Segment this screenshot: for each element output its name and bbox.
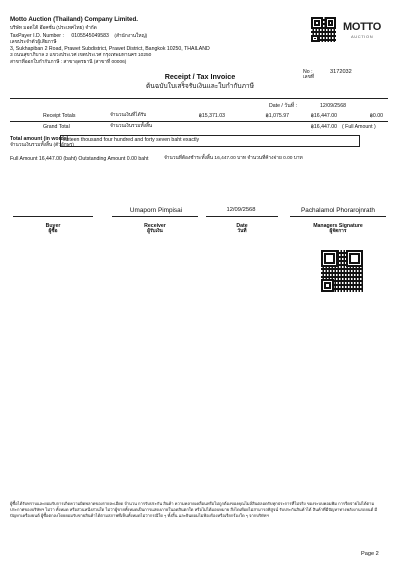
manager-label-th: ผู้จัดการ	[329, 229, 347, 234]
receipt-totals-label-th: จำนวนเงินที่ได้รับ	[110, 113, 147, 118]
title-divider	[10, 98, 388, 99]
buyer-label-th: ผู้ซื้อ	[48, 229, 58, 234]
manager-sign-line	[290, 216, 386, 217]
doc-number: 3172032	[330, 69, 352, 75]
sign-date-label-th: วันที่	[237, 229, 247, 234]
receiver-label: Receiver	[144, 223, 166, 229]
payment-qr-code	[321, 250, 363, 292]
taxpayer-id: 0105545049583	[71, 33, 109, 39]
receiver-value: Umaporn Pimpisai	[129, 207, 183, 214]
receiver-sign-line	[112, 216, 198, 217]
grand-total-note: ( Full Amount )	[342, 124, 376, 130]
receiver-label-th: ผู้รับเงิน	[147, 229, 163, 234]
words-label-th: จำนวนเงินรวมทั้งสิ้น (ตัวอักษร)	[10, 143, 75, 148]
footer-notice: ผู้ซื้อได้รับทราบและยอมรับการเกิดความผิดพลาดของรายละเอียด จำนวน การรับประกัน สินค้า ความคลาดเคลื่อนหรือไม่ถูกต้องของคุณไมล์สินตลอดรับทุกประการที่ไม่จริง ของระบบคอมพิม การรีดจ่ายไม่ได้ตามประกาศของบริษัทฯ ไม่ว่า ทั้งหมด หรือส่วนหนึ่งส่วนใด ไม่ว่าผู้ขายทั้งหมดเป็นการแสดงภายในอดสินตกใด หรือไม่ได้มอบหมาย สิ่งไดเหือยไม่สามารถพิสูจน์ รับประกันสินค้าได้ สินค้าที่มีปัญหาทางพลังงานรถยนต์ มีปัญหาเครื่องยนต์ ผู้ซื้อตกลงโดยยอมรับขายสินค้าได้ตามสภาพที่เห็นทั้งหมดไม่ว่ากรณีใด ๆ ทั้งสิ้น และยินยอมไม่ฟ้องร้องหรือเรียกร้องใด ๆ จากบริษัทฯ	[10, 501, 378, 518]
words-value: sixteen thousand four hundred and forty seven baht exactly	[63, 137, 200, 143]
sign-date-value: 12/09/2568	[226, 207, 256, 213]
manager-label: Managers Signature	[313, 223, 363, 229]
manager-value: Pachalamol Phorarojnrath	[301, 207, 375, 214]
company-name-en: Motto Auction (Thailand) Company Limited.	[10, 16, 138, 23]
sign-date-label: Date	[236, 223, 248, 229]
header-qr-code	[311, 17, 336, 42]
document-title-th-wrap	[0, 83, 400, 91]
receipt-totals-label: Receipt Totals	[43, 113, 76, 119]
full-amount-line-th: จำนวนที่ต้องชำระทั้งสิ้น 16,447.00 บาท จำนวนที่ค้างจ่าย 0.00 บาท	[164, 156, 303, 161]
totals-divider	[10, 121, 388, 122]
motto-logo-sub: AUCTION	[351, 34, 374, 39]
company-address-th: 3 ถนนสุขาภิบาล 2 แขวงประเวศ เขตประเวศ กรุงเทพมหานคร 10250	[10, 53, 152, 58]
doc-no-label-th: เลขที่	[303, 75, 315, 80]
taxpayer-line	[10, 33, 147, 40]
taxpayer-branch: (สำนักงานใหญ่)	[114, 34, 148, 39]
date-label: Date / วันที่ :	[269, 103, 298, 109]
taxpayer-label: TaxPayer I.D. Number :	[10, 33, 64, 39]
words-label: Total amount (in words)	[10, 136, 69, 142]
date-sign-line	[206, 216, 278, 217]
buyer-sign-line	[13, 216, 93, 217]
company-name-th: บริษัท มอตโต้ อ๊อคชั่น (ประเทศไทย) จำกัด	[10, 26, 97, 31]
taxpayer-label-th: เลขประจำตัวผู้เสียภาษี	[10, 40, 57, 45]
motto-logo: MOTTO	[343, 21, 382, 33]
doc-no-label: No :	[303, 69, 313, 75]
grand-total-label: Grand Total	[43, 124, 70, 130]
title-en: Receipt / Tax Invoice	[164, 72, 236, 81]
full-amount-line: Full Amount 16,447.00 (baht) Outstanding Amount 0.00 baht	[10, 156, 149, 162]
grand-total-label-th: จำนวนเงินรวมทั้งสิ้น	[110, 124, 153, 129]
buyer-label: Buyer	[45, 223, 61, 229]
page-number: Page 2	[361, 551, 379, 557]
title-th: ต้นฉบับใบเสร็จรับเงินและใบกำกับภาษี	[146, 83, 254, 90]
date-value: 12/09/2568	[320, 103, 346, 109]
company-address-en: 3, Sukhapiban 2 Road, Prawet Subdistrict, Prawet District, Bangkok 10250, THAILAND	[10, 46, 210, 52]
branch-line: สาขาที่ออกใบกำกับภาษี : สาขาอุดรธานี (สาขาที่ 00006)	[10, 60, 127, 65]
